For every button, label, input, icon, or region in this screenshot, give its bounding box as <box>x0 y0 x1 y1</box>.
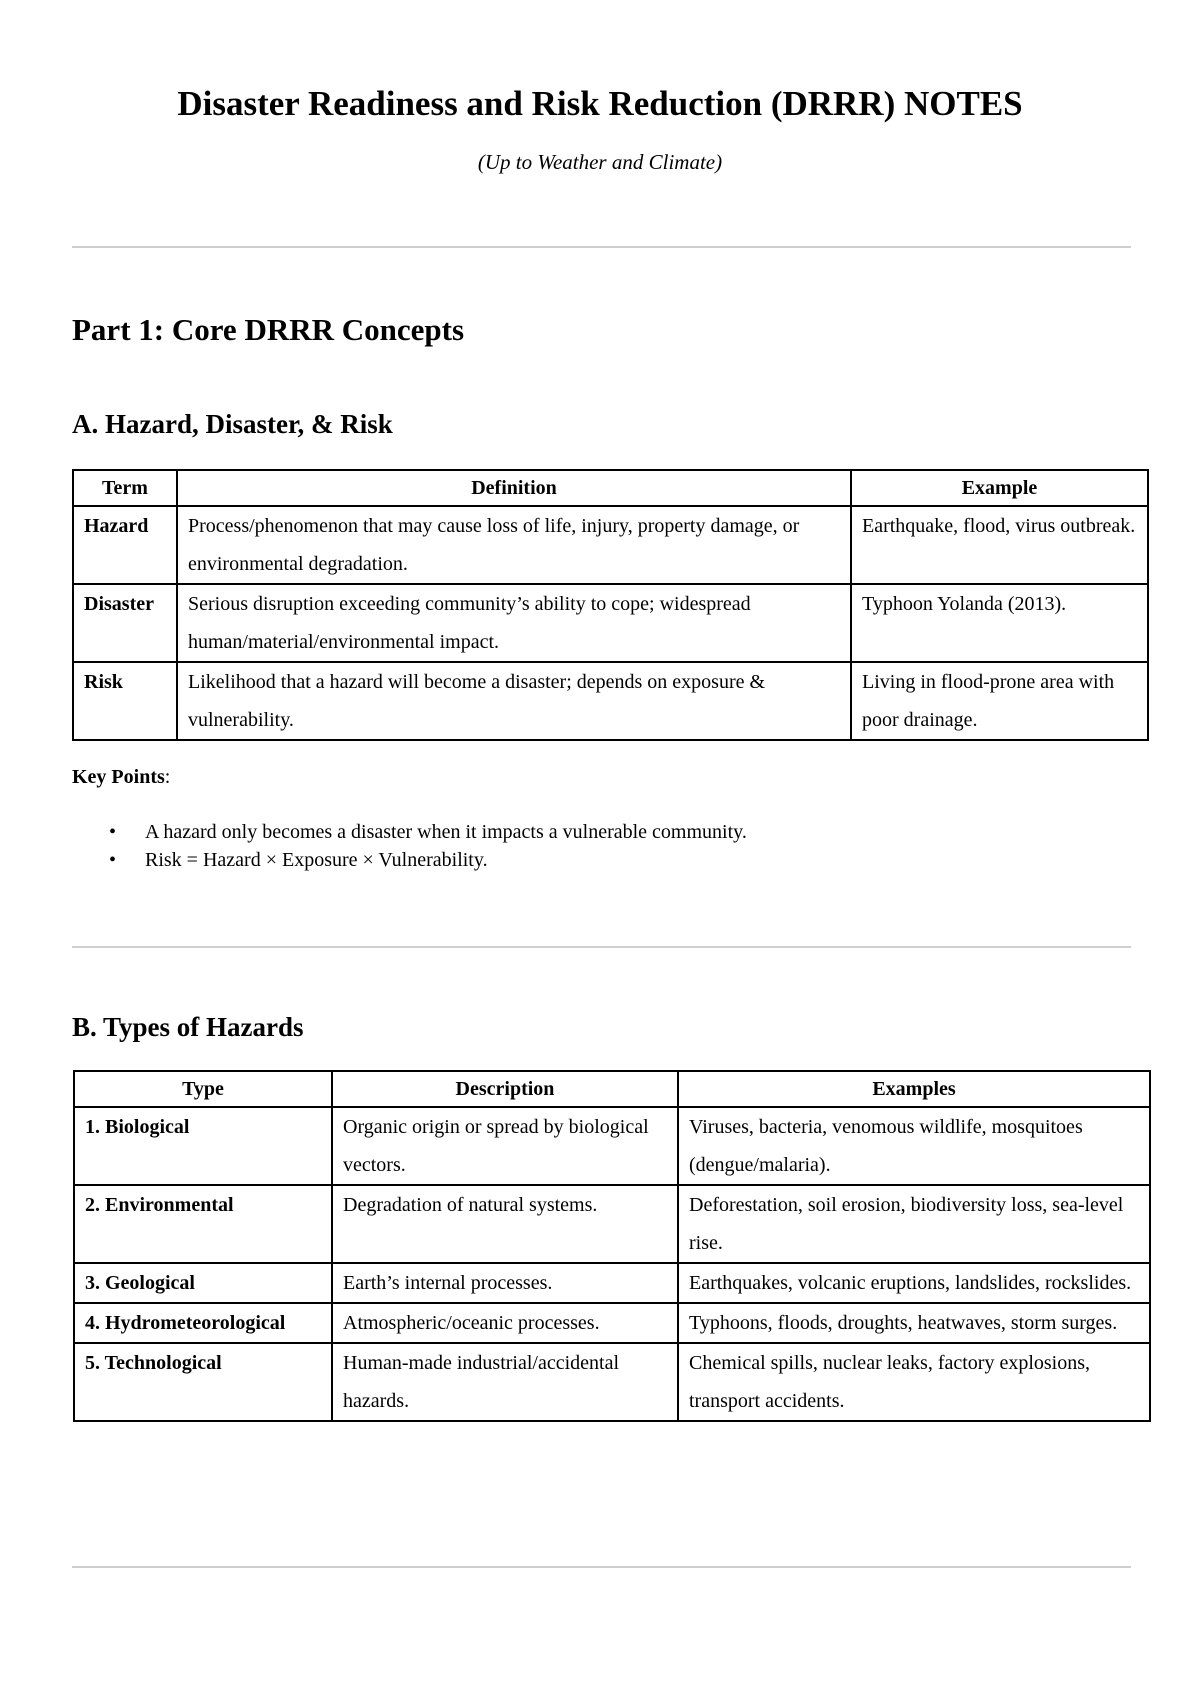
column-header-examples: Examples <box>678 1071 1150 1107</box>
key-point-text: Risk = Hazard × Exposure × Vulnerability. <box>145 849 488 871</box>
type-cell: 2. Environmental <box>74 1185 332 1263</box>
column-header-definition: Definition <box>177 470 851 506</box>
list-item <box>72 846 747 874</box>
section-b-heading: B. Types of Hazards <box>72 1012 304 1042</box>
table-row <box>73 506 1148 584</box>
document-subtitle: (Up to Weather and Climate) <box>477 150 723 174</box>
column-header-type: Type <box>74 1071 332 1107</box>
key-points-list <box>72 818 747 874</box>
table-row <box>73 584 1148 662</box>
hazard-types-table <box>73 1070 1151 1422</box>
column-header-description: Description <box>332 1071 678 1107</box>
example-cell: Living in flood-prone area with poor drainage. <box>851 662 1148 740</box>
document-title: Disaster Readiness and Risk Reduction (DRRR) NOTES <box>177 84 1023 123</box>
term-cell: Risk <box>73 662 177 740</box>
list-item <box>72 818 747 846</box>
definition-cell: Process/phenomenon that may cause loss of life, injury, property damage, or environmental degradation. <box>177 506 851 584</box>
section-a-heading: A. Hazard, Disaster, & Risk <box>72 409 393 439</box>
description-cell: Degradation of natural systems. <box>332 1185 678 1263</box>
term-cell: Hazard <box>73 506 177 584</box>
table-header-row <box>73 470 1148 506</box>
type-cell: 5. Technological <box>74 1343 332 1421</box>
key-points-colon: : <box>164 766 171 788</box>
column-header-term: Term <box>73 470 177 506</box>
hazard-disaster-risk-table <box>72 469 1149 741</box>
table-row <box>74 1107 1150 1185</box>
table-row <box>74 1343 1150 1421</box>
divider <box>72 246 1131 248</box>
examples-cell: Deforestation, soil erosion, biodiversity loss, sea-level rise. <box>678 1185 1150 1263</box>
type-cell: 3. Geological <box>74 1263 332 1303</box>
description-cell: Atmospheric/oceanic processes. <box>332 1303 678 1343</box>
type-cell: 1. Biological <box>74 1107 332 1185</box>
description-cell: Organic origin or spread by biological vectors. <box>332 1107 678 1185</box>
key-points-label <box>72 766 170 789</box>
examples-cell: Typhoons, floods, droughts, heatwaves, storm surges. <box>678 1303 1150 1343</box>
description-cell: Human-made industrial/accidental hazards. <box>332 1343 678 1421</box>
table-row <box>74 1263 1150 1303</box>
divider <box>72 946 1131 948</box>
example-cell: Typhoon Yolanda (2013). <box>851 584 1148 662</box>
examples-cell: Viruses, bacteria, venomous wildlife, mosquitoes (dengue/malaria). <box>678 1107 1150 1185</box>
definition-cell: Likelihood that a hazard will become a disaster; depends on exposure & vulnerability. <box>177 662 851 740</box>
example-cell: Earthquake, flood, virus outbreak. <box>851 506 1148 584</box>
description-cell: Earth’s internal processes. <box>332 1263 678 1303</box>
bullet-icon: • <box>109 821 117 843</box>
table-row <box>74 1185 1150 1263</box>
key-points-label-text: Key Points <box>72 766 165 788</box>
definition-cell: Serious disruption exceeding community’s ability to cope; widespread human/material/environmental impact. <box>177 584 851 662</box>
key-point-text: A hazard only becomes a disaster when it impacts a vulnerable community. <box>145 821 747 843</box>
part1-heading: Part 1: Core DRRR Concepts <box>72 312 465 347</box>
bullet-icon: • <box>109 849 117 871</box>
column-header-example: Example <box>851 470 1148 506</box>
divider <box>72 1566 1131 1568</box>
type-cell: 4. Hydrometeorological <box>74 1303 332 1343</box>
examples-cell: Chemical spills, nuclear leaks, factory explosions, transport accidents. <box>678 1343 1150 1421</box>
table-row <box>73 662 1148 740</box>
table-header-row <box>74 1071 1150 1107</box>
examples-cell: Earthquakes, volcanic eruptions, landslides, rockslides. <box>678 1263 1150 1303</box>
table-row <box>74 1303 1150 1343</box>
term-cell: Disaster <box>73 584 177 662</box>
